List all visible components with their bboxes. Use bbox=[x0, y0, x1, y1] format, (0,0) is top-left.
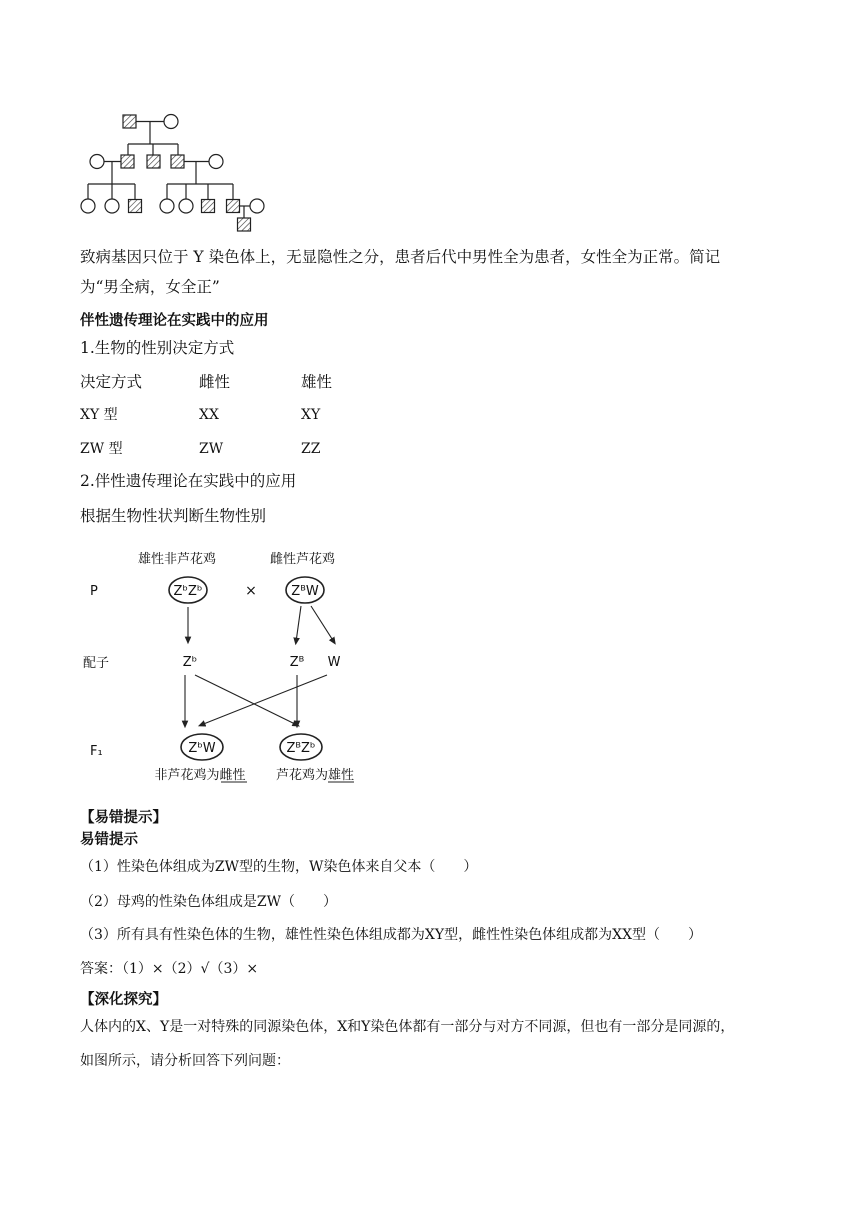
deep-explore-heading: 【深化探究】 bbox=[80, 992, 167, 1008]
gen2-affected-male-2 bbox=[147, 155, 160, 168]
deep-explore-line1: 人体内的X、Y是一对特殊的同源染色体，X和Y染色体都有一部分与对方不同源，但也有一部分是同源的， bbox=[80, 1019, 735, 1035]
error-tip-item-2: （2）母鸡的性染色体组成是ZW（ ） bbox=[80, 894, 338, 910]
gamete-female-1: Zᴮ bbox=[289, 655, 305, 670]
gamete-female-2: W bbox=[327, 655, 341, 670]
table-header-method: 决定方式 bbox=[80, 373, 143, 391]
female-parent-label: 雌性芦花鸡 bbox=[270, 552, 336, 567]
subsection-application-sub: 根据生物性状判断生物性别 bbox=[80, 507, 267, 525]
table-row-xy-type: XY 型 bbox=[80, 407, 118, 423]
chicken-cross-diagram bbox=[75, 545, 385, 785]
error-tip-item-3: （3）所有具有性染色体的生物，雄性性染色体组成都为XY型，雌性性染色体组成都为XX型（ ） bbox=[80, 927, 703, 943]
f1-left-genotype: ZᵇW bbox=[188, 741, 216, 756]
f1-left-label: 非芦花鸡为雌性 bbox=[154, 768, 246, 783]
table-header-female: 雌性 bbox=[199, 373, 231, 391]
table-row-xy-female: XX bbox=[199, 407, 219, 423]
y-linked-paragraph-line1: 致病基因只位于 Y 染色体上，无显隐性之分，患者后代中男性全为患者，女性全为正常。简记 bbox=[80, 248, 721, 266]
gen2-female-right bbox=[209, 155, 223, 169]
gen3-female-4 bbox=[179, 199, 193, 213]
row-label-f1: F₁ bbox=[90, 744, 103, 759]
gen2-affected-male-3 bbox=[171, 155, 184, 168]
row-label-p: P bbox=[90, 584, 98, 599]
gamete-male: Zᵇ bbox=[182, 655, 198, 670]
error-tips-answer: 答案：（1）×（2）√（3）× bbox=[80, 961, 259, 977]
gen2-affected-male-1 bbox=[121, 155, 134, 168]
table-row-zw-type: ZW 型 bbox=[80, 441, 123, 457]
deep-explore-line2: 如图所示，请分析回答下列问题： bbox=[80, 1053, 290, 1069]
error-tips-heading: 【易错提示】 bbox=[80, 810, 167, 826]
subsection-application: 2.伴性遗传理论在实践中的应用 bbox=[80, 472, 297, 490]
cross-symbol: × bbox=[245, 583, 257, 599]
gen2-female-left bbox=[90, 155, 104, 169]
gen3-female-spouse bbox=[250, 199, 264, 213]
female-genotype: ZᴮW bbox=[291, 584, 319, 599]
gen1-affected-male bbox=[123, 115, 136, 128]
gen1-female bbox=[164, 115, 178, 129]
table-row-xy-male: XY bbox=[301, 407, 321, 423]
table-row-zw-male: ZZ bbox=[301, 441, 321, 457]
subsection-sex-determination: 1.生物的性别决定方式 bbox=[80, 339, 235, 357]
error-tip-item-1: （1）性染色体组成为ZW型的生物，W染色体来自父本（ ） bbox=[80, 859, 478, 875]
gen3-affected-male-3 bbox=[227, 200, 240, 213]
section-heading: 伴性遗传理论在实践中的应用 bbox=[80, 313, 269, 329]
f1-right-label: 芦花鸡为雄性 bbox=[275, 768, 355, 783]
gen3-female-1 bbox=[81, 199, 95, 213]
male-genotype: ZᵇZᵇ bbox=[173, 584, 203, 599]
male-parent-label: 雄性非芦花鸡 bbox=[138, 552, 217, 567]
gen3-female-3 bbox=[160, 199, 174, 213]
table-header-male: 雄性 bbox=[301, 373, 333, 391]
table-row-zw-female: ZW bbox=[199, 441, 224, 457]
f1-right-genotype: ZᴮZᵇ bbox=[286, 741, 316, 756]
gen3-female-2 bbox=[105, 199, 119, 213]
pedigree-chart bbox=[70, 108, 280, 238]
y-linked-paragraph-line2: 为“男全病，女全正” bbox=[80, 278, 220, 296]
gen4-affected-male bbox=[238, 218, 251, 231]
gen3-affected-male-2 bbox=[202, 200, 215, 213]
row-label-gamete: 配子 bbox=[83, 656, 110, 671]
error-tips-subheading: 易错提示 bbox=[80, 832, 138, 848]
gen3-affected-male-1 bbox=[129, 200, 142, 213]
